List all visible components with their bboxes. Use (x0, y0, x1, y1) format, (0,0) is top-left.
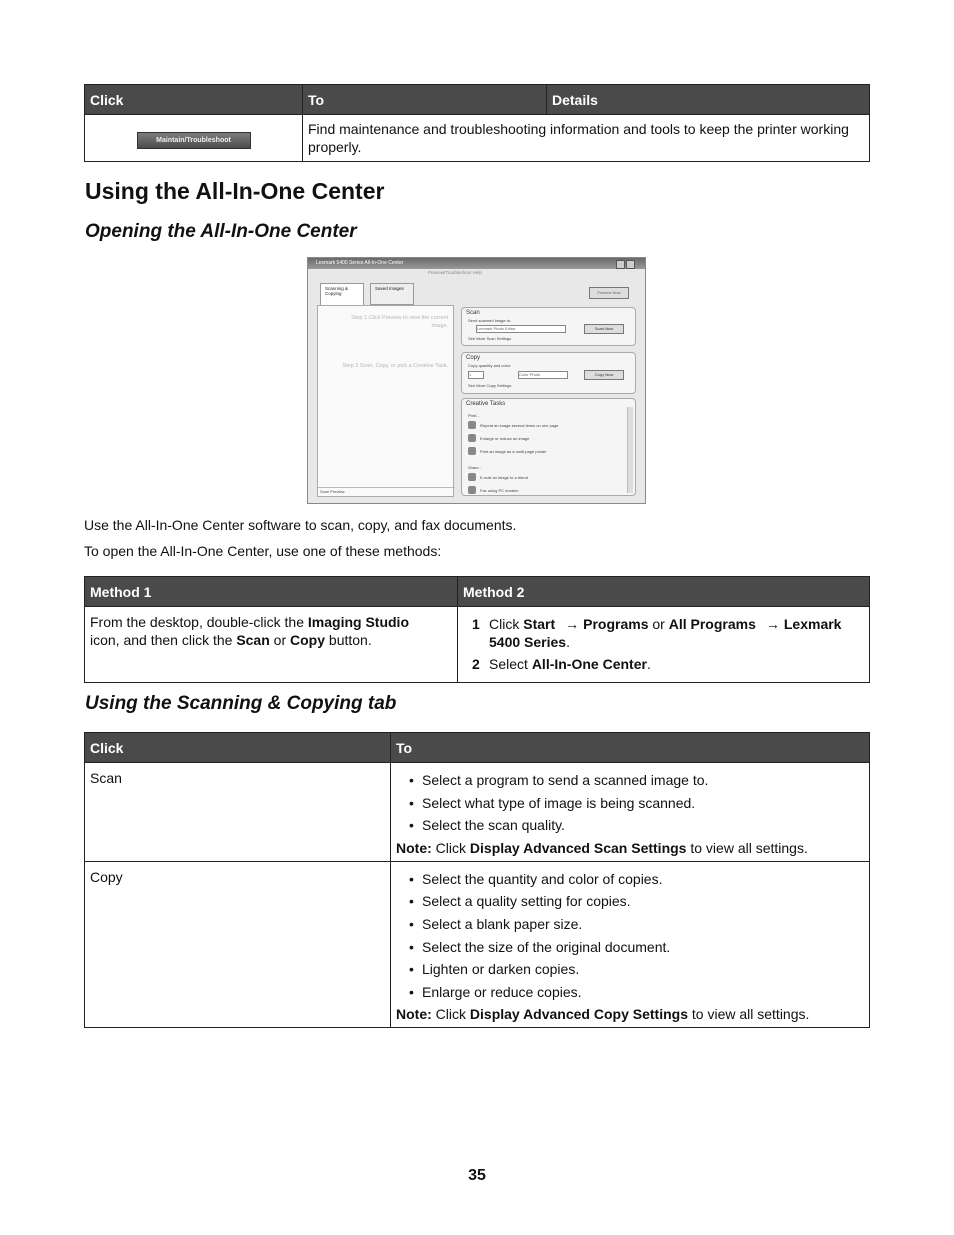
all-in-one-center-screenshot (307, 257, 646, 504)
note-text: Click (431, 1006, 470, 1023)
col-header-to: To (303, 85, 547, 115)
preview-pane (317, 305, 454, 497)
list-item: • Select the size of the original document. (409, 936, 864, 959)
note-text: Click (431, 839, 470, 856)
task-fax: Fax using PC modem (480, 488, 519, 493)
scan-cell: Scan (85, 763, 391, 862)
section-heading: Using the All-In-One Center (85, 178, 385, 204)
intro-paragraph: Use the All-In-One Center software to scan, copy, and fax documents. (84, 517, 517, 533)
enlarge-icon (468, 434, 476, 442)
all-in-one-center-label: All-In-One Center (531, 656, 647, 672)
page-number: 35 (468, 1167, 486, 1184)
scanning-copying-table (84, 732, 870, 1028)
programs-label: Programs (583, 616, 649, 632)
copy-list (396, 868, 864, 1004)
scan-panel (461, 307, 636, 346)
table-row (85, 763, 870, 862)
button-text: button. (325, 632, 372, 648)
task-repeat: Repeat an image several times on one page (480, 423, 559, 428)
preview-now-button: Preview Now (589, 287, 629, 299)
note-text: to view all settings. (686, 839, 808, 856)
poster-icon (468, 447, 476, 455)
copy-details-cell (391, 861, 870, 1028)
scan-note (396, 838, 864, 858)
table-row (85, 115, 870, 162)
list-item: • Lighten or darken copies. (409, 958, 864, 981)
col-header-to: To (391, 733, 870, 763)
tab-scanning-copying: Scanning & Copying (320, 283, 364, 305)
copy-qty: 1 (468, 371, 484, 379)
step-number: 1 (472, 616, 480, 632)
period: . (566, 634, 570, 650)
or-text: or (648, 616, 669, 632)
copy-note (396, 1004, 864, 1024)
note-label: Note: (396, 1006, 432, 1023)
scan-details-cell (391, 763, 870, 862)
copy-sub: Copy quantity and color: (468, 363, 512, 368)
close-icon (626, 260, 635, 269)
copy-select: Color Photo (518, 371, 568, 379)
table-row (85, 607, 870, 683)
start-label: Start (523, 616, 556, 632)
method2-steps (463, 613, 864, 673)
note-text: to view all settings. (688, 1006, 810, 1023)
advanced-copy-label: Display Advanced Copy Settings (469, 1006, 688, 1023)
list-item: • Select a blank paper size. (409, 913, 864, 936)
col-header-method1: Method 1 (85, 577, 458, 607)
method1-text-2: icon, and then click the (90, 632, 237, 648)
col-header-details: Details (547, 85, 870, 115)
creative-title: Creative Tasks (466, 401, 506, 407)
or-text: or (269, 632, 291, 648)
methods-table (84, 576, 870, 683)
copy-panel (461, 352, 636, 394)
task-poster: Print an image as a multi-page poster (480, 449, 547, 454)
scan-select: Lexmark Photo Editor (476, 325, 566, 333)
task-email: E-mail an image to a friend (480, 475, 528, 480)
task-enlarge: Enlarge or reduce an image (480, 436, 530, 441)
copy-label: Copy (290, 632, 326, 648)
note-label: Note: (396, 839, 432, 856)
step1-text: Step 1 Click Preview to view the current image. (351, 315, 448, 329)
period: . (646, 656, 651, 672)
col-header-click: Click (85, 85, 303, 115)
scan-title: Scan (466, 310, 480, 316)
fax-icon (468, 486, 476, 494)
scan-list (396, 769, 864, 837)
minimize-icon (616, 260, 625, 269)
method1-text: From the desktop, double-click the (90, 614, 308, 630)
list-item: • Select a quality setting for copies. (409, 890, 864, 913)
button-cell (85, 115, 303, 162)
methods-paragraph: To open the All-In-One Center, use one of these methods: (84, 543, 442, 559)
list-item: • Enlarge or reduce copies. (409, 981, 864, 1004)
scan-link: See More Scan Settings (468, 336, 512, 341)
window-titlebar: Lexmark 5400 Series All-In-One Center (308, 258, 645, 269)
button-table (84, 84, 870, 162)
creative-tasks-panel (461, 398, 636, 496)
step2-text: Step 2 Scan, Copy, or pick a Creative Task. (342, 363, 448, 369)
details-cell: Find maintenance and troubleshooting information and tools to keep the printer working properly. (303, 115, 870, 162)
list-item: • Select the quantity and color of copies. (409, 868, 864, 891)
method2-cell (458, 607, 870, 683)
scrollbar (627, 407, 633, 493)
status-bar: Scan Preview (318, 487, 455, 496)
repeat-image-icon (468, 421, 476, 429)
col-header-method2: Method 2 (458, 577, 870, 607)
maintain-troubleshoot-button-image: Maintain/Troubleshoot (137, 132, 251, 149)
table-row (85, 861, 870, 1028)
list-item (463, 615, 864, 651)
arrow-icon: → (765, 616, 780, 632)
arrow-icon: → (565, 616, 580, 632)
imaging-studio-label: Imaging Studio (307, 614, 409, 630)
subheading-opening: Opening the All-In-One Center (85, 221, 357, 242)
method1-cell (85, 607, 458, 683)
step-text: Click (489, 616, 524, 632)
print-label: Print... (468, 413, 480, 418)
window-menu: Preview/Troubleshoot Help (428, 270, 482, 275)
col-header-click: Click (85, 733, 391, 763)
step-number: 2 (472, 656, 480, 672)
advanced-scan-label: Display Advanced Scan Settings (469, 839, 687, 856)
list-item: • Select what type of image is being scanned. (409, 792, 864, 815)
list-item (463, 655, 864, 673)
email-icon (468, 473, 476, 481)
copy-link: See More Copy Settings (468, 383, 512, 388)
copy-cell: Copy (85, 861, 391, 1028)
list-item: • Select the scan quality. (409, 814, 864, 837)
scan-sub: Send scanned image to: (468, 318, 512, 323)
copy-now-button: Copy Now (584, 370, 624, 380)
scan-now-button: Scan Now (584, 324, 624, 334)
share-label: Share... (468, 465, 483, 470)
copy-title: Copy (466, 355, 481, 361)
all-programs-label: All Programs (668, 616, 756, 632)
step-text: Select (489, 656, 532, 672)
tab-saved-images: Saved Images (370, 283, 414, 305)
scan-label: Scan (236, 632, 270, 648)
lexmark-label: Lexmark 5400 Series (489, 616, 842, 650)
subheading-scanning-copying: Using the Scanning & Copying tab (85, 693, 397, 714)
list-item: • Select a program to send a scanned image to. (409, 769, 864, 792)
